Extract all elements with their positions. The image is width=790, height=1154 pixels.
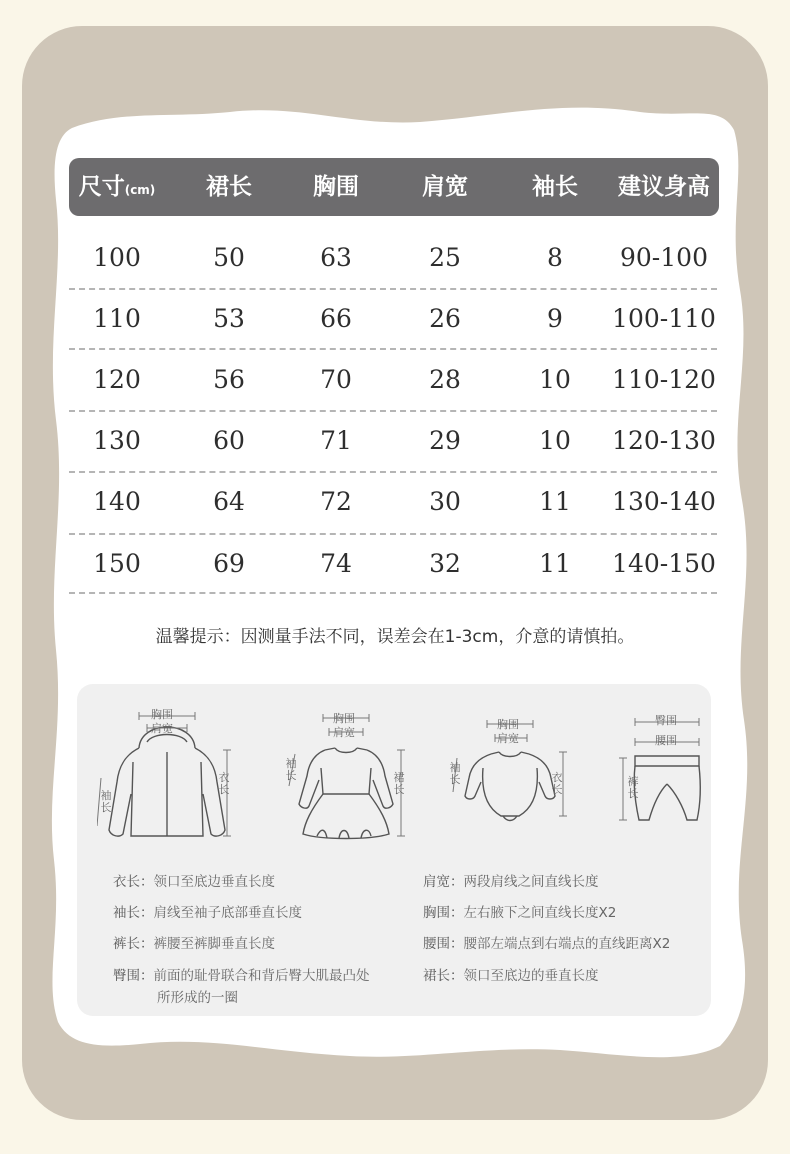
definition-item bbox=[423, 872, 599, 892]
definition-text: 腰部左端点到右端点的直线距离X2 bbox=[463, 936, 671, 952]
coat-figure bbox=[97, 702, 237, 862]
definition-item bbox=[113, 966, 370, 986]
pants-icon bbox=[609, 710, 709, 830]
table-cell: 130 bbox=[93, 426, 141, 455]
table-cell: 26 bbox=[429, 304, 461, 333]
table-cell: 28 bbox=[429, 365, 461, 394]
coat-length-label: 衣长 bbox=[218, 771, 230, 796]
definition-text: 裤腰至裤脚垂直长度 bbox=[153, 936, 275, 952]
table-cell: 72 bbox=[320, 487, 352, 516]
table-row bbox=[69, 289, 719, 349]
table-cell: 53 bbox=[213, 304, 245, 333]
table-cell: 100 bbox=[93, 243, 141, 272]
table-header bbox=[69, 158, 719, 216]
pants-hip-label: 臀围 bbox=[655, 714, 677, 727]
definition-item bbox=[113, 934, 275, 954]
table-cell: 110 bbox=[93, 304, 141, 333]
definition-term: 臀围： bbox=[113, 968, 154, 984]
definition-item bbox=[113, 903, 302, 923]
table-cell: 71 bbox=[320, 426, 352, 455]
table-cell: 90-100 bbox=[620, 243, 708, 272]
table-cell: 63 bbox=[320, 243, 352, 272]
table-cell: 110-120 bbox=[612, 365, 716, 394]
table-cell: 100-110 bbox=[612, 304, 716, 333]
definition-item bbox=[423, 903, 616, 923]
dress-figure bbox=[281, 710, 411, 870]
dress-sleeve-label: 袖长 bbox=[285, 757, 297, 782]
table-row bbox=[69, 411, 719, 471]
row-divider bbox=[69, 592, 717, 594]
definition-item bbox=[113, 872, 275, 892]
table-cell: 60 bbox=[213, 426, 245, 455]
table-cell: 140 bbox=[93, 487, 141, 516]
header-size: 尺寸(cm) bbox=[78, 174, 156, 200]
definition-text: 左右腋下之间直线长度X2 bbox=[463, 905, 617, 921]
definition-term: 胸围： bbox=[423, 905, 464, 921]
definition-text-continued: 所形成的一圈 bbox=[157, 990, 238, 1006]
definition-item bbox=[423, 966, 599, 986]
romper-length-label: 衣长 bbox=[551, 771, 563, 796]
table-row bbox=[69, 472, 719, 532]
table-cell: 32 bbox=[429, 549, 461, 578]
pants-figure bbox=[609, 710, 709, 830]
table-row bbox=[69, 350, 719, 410]
table-cell: 9 bbox=[547, 304, 563, 333]
romper-sleeve-label: 袖长 bbox=[449, 761, 461, 786]
measurement-tip: 温馨提示：因测量手法不同，误差会在1-3cm，介意的请慎拍。 bbox=[155, 627, 635, 647]
table-cell: 29 bbox=[429, 426, 461, 455]
definition-item bbox=[423, 934, 670, 954]
table-cell: 66 bbox=[320, 304, 352, 333]
table-cell: 70 bbox=[320, 365, 352, 394]
romper-chest-label: 胸围 bbox=[497, 718, 519, 731]
pants-waist-label: 腰围 bbox=[655, 734, 677, 747]
definition-term: 肩宽： bbox=[423, 874, 464, 890]
table-row bbox=[69, 228, 719, 288]
definition-text: 领口至底边垂直长度 bbox=[153, 874, 275, 890]
table-cell: 150 bbox=[93, 549, 141, 578]
coat-chest-label: 胸围 bbox=[151, 708, 173, 721]
definition-text: 两段肩线之间直线长度 bbox=[463, 874, 599, 890]
table-cell: 10 bbox=[539, 365, 571, 394]
header-chest: 胸围 bbox=[313, 174, 359, 200]
table-cell: 11 bbox=[539, 487, 571, 516]
table-cell: 140-150 bbox=[612, 549, 716, 578]
definition-text: 前面的耻骨联合和背后臀大肌最凸处 bbox=[153, 968, 370, 984]
dress-shoulder-label: 肩宽 bbox=[333, 726, 355, 739]
table-cell: 25 bbox=[429, 243, 461, 272]
romper-figure bbox=[447, 712, 577, 832]
table-cell: 30 bbox=[429, 487, 461, 516]
table-cell: 120-130 bbox=[612, 426, 716, 455]
header-skirt-length: 裙长 bbox=[206, 174, 252, 200]
definition-term: 裙长： bbox=[423, 968, 464, 984]
definition-term: 裤长： bbox=[113, 936, 154, 952]
header-sleeve: 袖长 bbox=[532, 174, 578, 200]
table-row bbox=[69, 534, 719, 594]
table-cell: 120 bbox=[93, 365, 141, 394]
table-cell: 11 bbox=[539, 549, 571, 578]
definition-term: 衣长： bbox=[113, 874, 154, 890]
header-size-unit: (cm) bbox=[124, 183, 156, 197]
coat-shoulder-label: 肩宽 bbox=[151, 722, 173, 735]
definition-term: 袖长： bbox=[113, 905, 154, 921]
definition-term: 腰围： bbox=[423, 936, 464, 952]
table-cell: 74 bbox=[320, 549, 352, 578]
table-cell: 69 bbox=[213, 549, 245, 578]
table-cell: 50 bbox=[213, 243, 245, 272]
dress-chest-label: 胸围 bbox=[333, 712, 355, 725]
table-cell: 64 bbox=[213, 487, 245, 516]
romper-shoulder-label: 肩宽 bbox=[497, 732, 519, 745]
table-cell: 130-140 bbox=[612, 487, 716, 516]
header-height: 建议身高 bbox=[618, 174, 710, 200]
table-cell: 10 bbox=[539, 426, 571, 455]
measurement-guide bbox=[77, 684, 711, 1016]
definition-text: 肩线至袖子底部垂直长度 bbox=[153, 905, 302, 921]
coat-sleeve-label: 袖长 bbox=[100, 789, 112, 814]
table-cell: 8 bbox=[547, 243, 563, 272]
dress-length-label: 裙长 bbox=[393, 771, 405, 796]
definition-text: 领口至底边的垂直长度 bbox=[463, 968, 599, 984]
pants-length-label: 裤长 bbox=[627, 775, 639, 800]
table-cell: 56 bbox=[213, 365, 245, 394]
header-shoulder: 肩宽 bbox=[422, 174, 468, 200]
